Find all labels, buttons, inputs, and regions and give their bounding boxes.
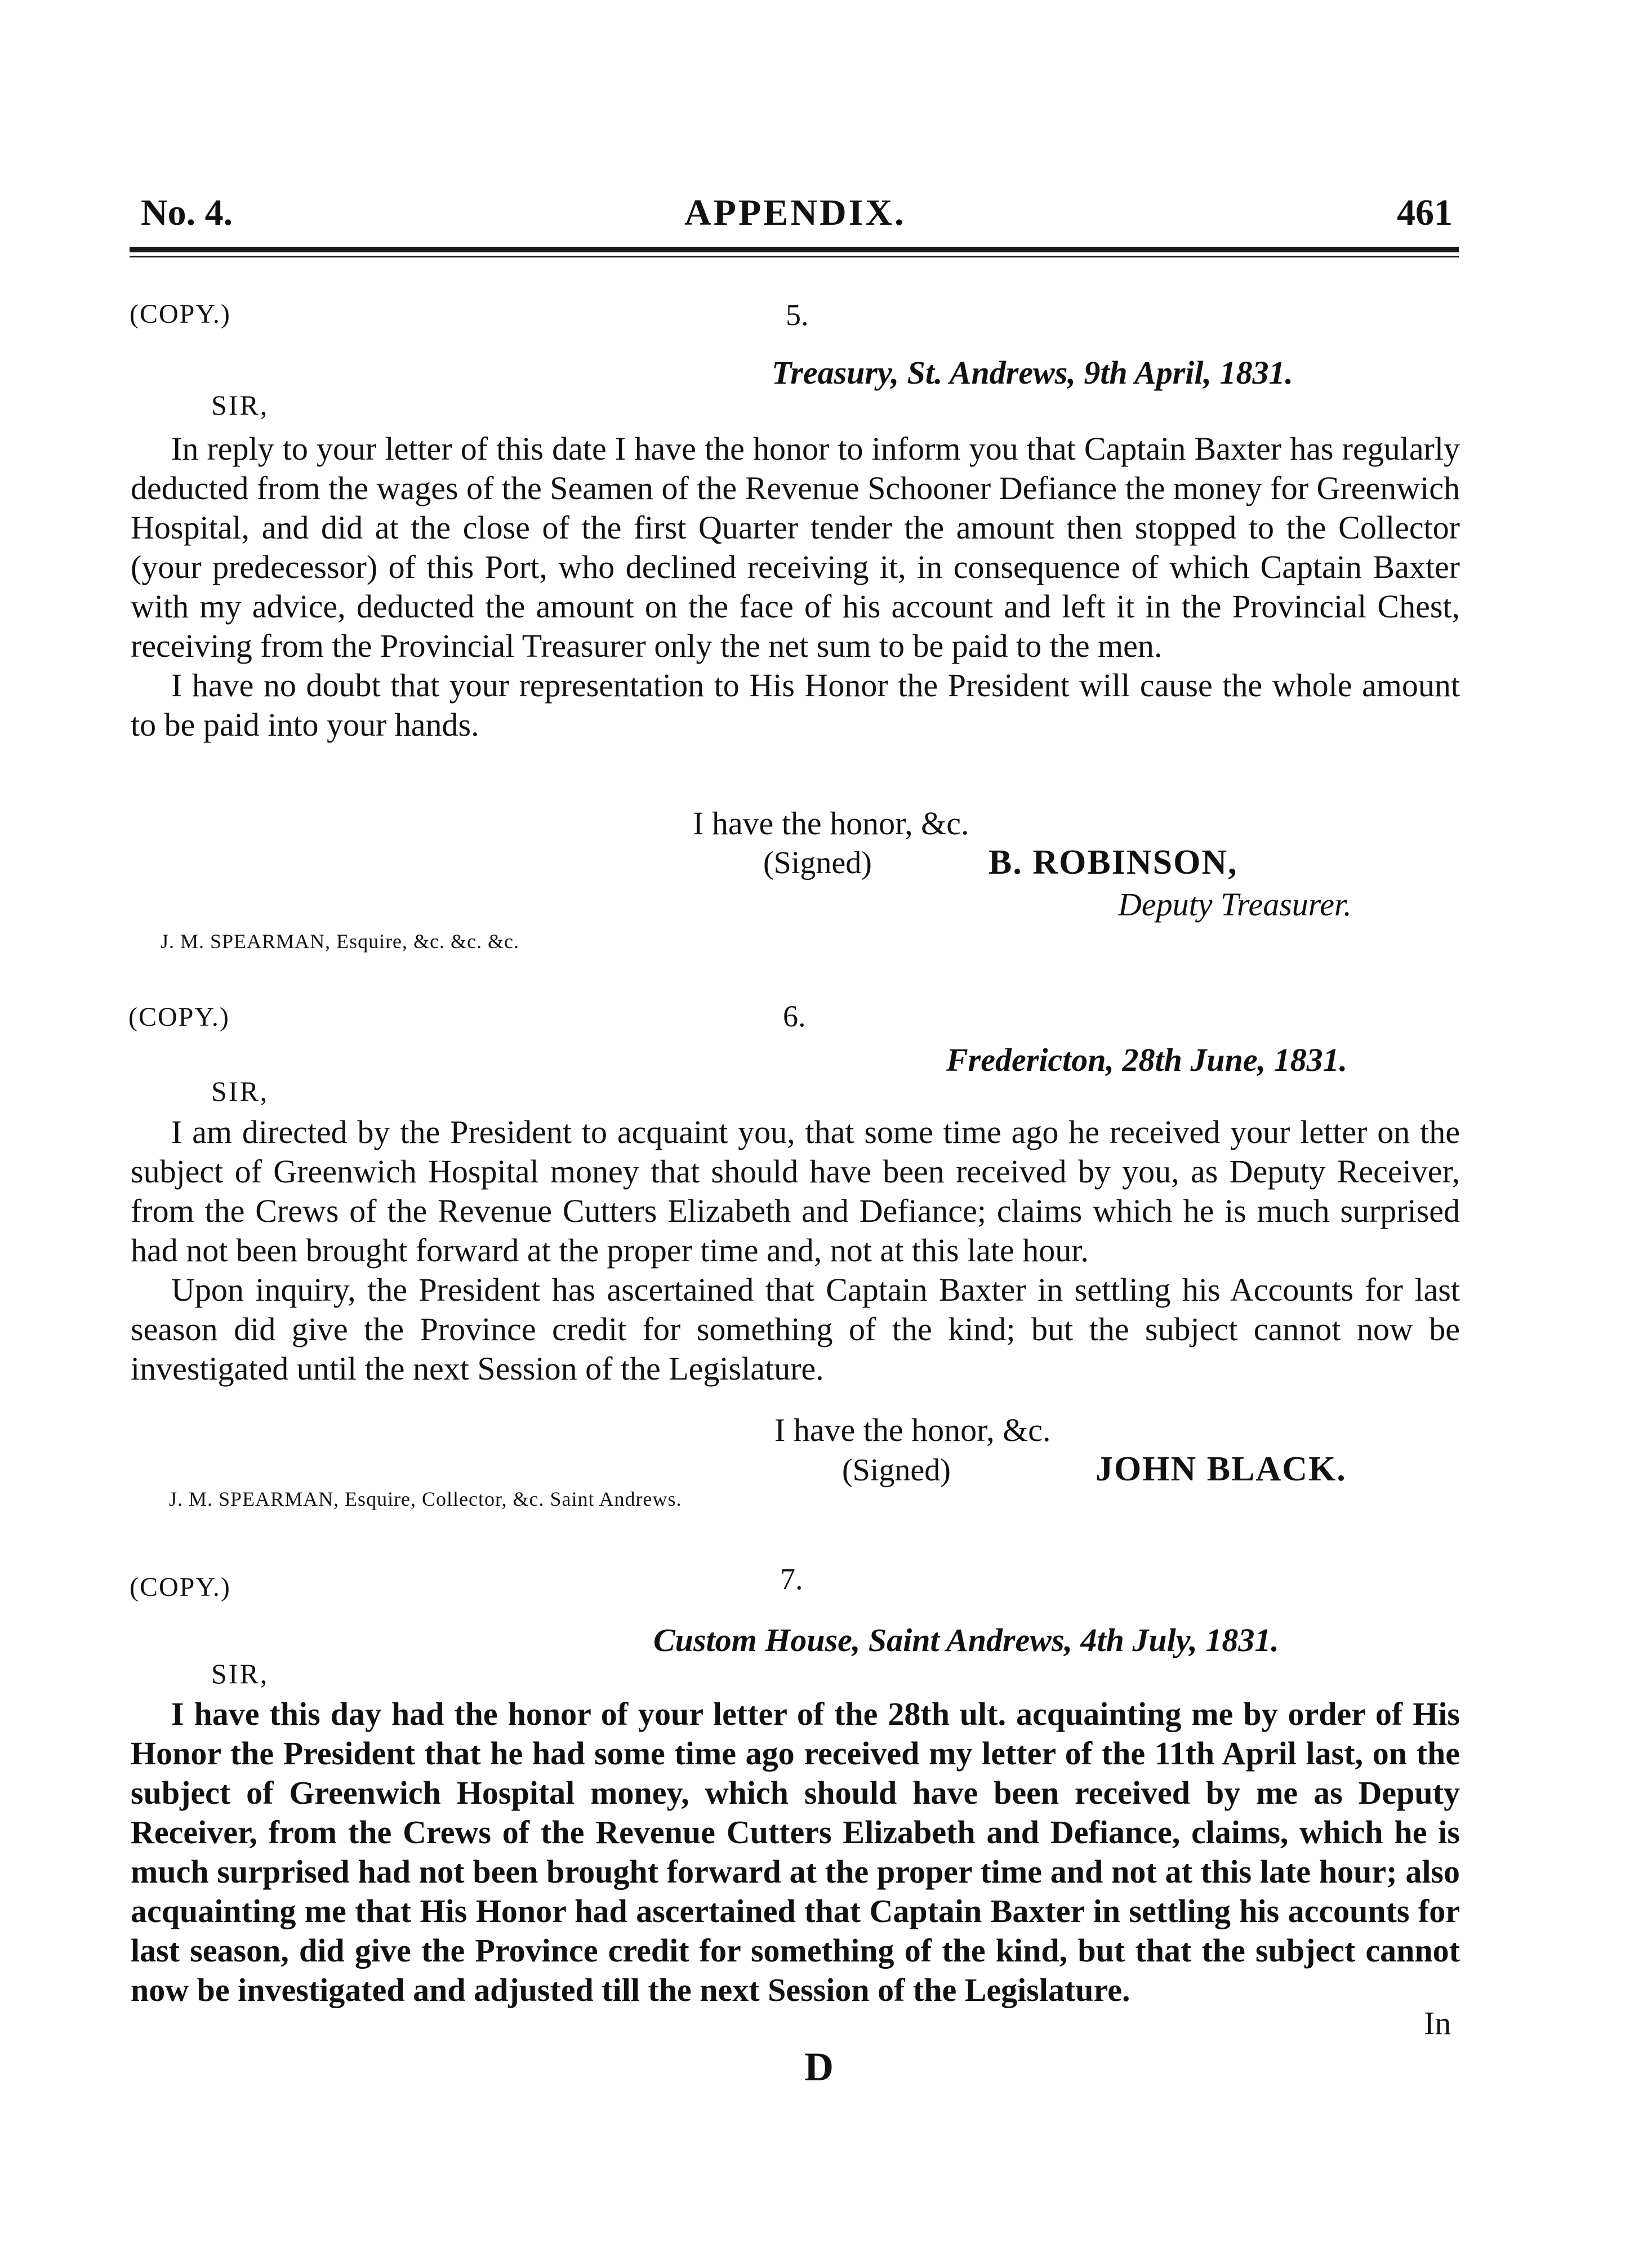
letter-7-paragraph-1: I have this day had the honor of your letter of the 28th ult. acquainting me by order of His Honor the President that he had some time ago received my letter of the 11th April last, on the subject of Greenwich Hospital money, which should have been received by me as Deputy Receiver, from the Crews of the Revenue Cutters Elizabeth and Defiance, claims, which he is much surprised had not been brought forward at the proper time and not at this late hour; also acquainting me that His Honor had ascertained that Captain Baxter in settling his accounts for last season, did give the Province credit for something of the kind, but that the subject cannot now be investigated and adjusted till the next Session of the Legislature. xyxy=(131,1696,1460,2008)
catchword: In xyxy=(1424,2005,1451,2041)
letter-6-signed-label: (Signed) xyxy=(842,1453,951,1488)
letter-7-copy-mark: (COPY.) xyxy=(130,1572,231,1602)
letter-5-body xyxy=(131,429,1460,745)
letter-5-signatory-title: Deputy Treasurer. xyxy=(1118,886,1352,923)
letter-6-signature: JOHN BLACK. xyxy=(1096,1450,1347,1488)
letter-7-salutation: SIR, xyxy=(211,1658,269,1689)
letter-6-body xyxy=(131,1113,1460,1389)
letter-5-paragraph-2: I have no doubt that your representation to His Honor the President will cause the whole amount to be paid into your hands. xyxy=(131,667,1460,743)
letter-6-number: 6. xyxy=(783,999,806,1033)
letter-5-signature: B. ROBINSON, xyxy=(988,843,1238,882)
letter-5-salutation: SIR, xyxy=(211,389,269,421)
letter-5-closing: I have the honor, &c. xyxy=(693,805,969,842)
letter-6-paragraph-2: Upon inquiry, the President has ascertained that Captain Baxter in settling his Accounts for last season did give the Province credit for something of the kind; but the subject cannot now be investigated until the next Session of the Legislature. xyxy=(131,1271,1460,1387)
letter-6-closing: I have the honor, &c. xyxy=(774,1412,1051,1448)
letter-5-signed-label: (Signed) xyxy=(763,846,872,880)
letter-5-copy-mark: (COPY.) xyxy=(130,299,231,329)
letter-7-dateline: Custom House, Saint Andrews, 4th July, 1831. xyxy=(653,1622,1279,1658)
letter-6-addressee: J. M. SPEARMAN, Esquire, Collector, &c. Saint Andrews. xyxy=(169,1488,682,1510)
header-rule-thin xyxy=(130,256,1459,257)
header-rule-thick xyxy=(130,247,1459,252)
letter-6-paragraph-1: I am directed by the President to acquaint you, that some time ago he received your letter on the subject of Greenwich Hospital money that should have been received by you, as Deputy Receiver, from the Crews of the Revenue Cutters Elizabeth and Defiance; claims which he is much surprised had not been brought forward at the proper time and, not at this late hour. xyxy=(131,1114,1460,1269)
letter-5-paragraph-1: In reply to your letter of this date I have the honor to inform you that Captain Baxter has regularly deducted from the wages of the Seamen of the Revenue Schooner Defiance the money for Greenwich Hospital, and did at the close of the first Quarter tender the amount then stopped to the Collector (your predecessor) of this Port, who declined receiving it, in consequence of which Captain Baxter with my advice, deducted the amount on the face of his account and left it in the Provincial Chest, receiving from the Provincial Treasurer only the net sum to be paid to the men. xyxy=(131,430,1460,664)
letter-7-body xyxy=(131,1694,1460,2010)
letter-6-salutation: SIR, xyxy=(211,1075,269,1107)
signature-mark: D xyxy=(804,2044,834,2089)
page-section-label: No. 4. xyxy=(141,192,233,233)
letter-5-addressee: J. M. SPEARMAN, Esquire, &c. &c. &c. xyxy=(161,930,519,953)
letter-5-number: 5. xyxy=(786,298,809,332)
letter-5-dateline: Treasury, St. Andrews, 9th April, 1831. xyxy=(772,354,1294,391)
page-number: 461 xyxy=(1397,192,1453,233)
page-running-title: APPENDIX. xyxy=(684,192,906,233)
letter-7-number: 7. xyxy=(780,1562,803,1596)
letter-6-copy-mark: (COPY.) xyxy=(128,1002,230,1032)
letter-6-dateline: Fredericton, 28th June, 1831. xyxy=(946,1042,1348,1078)
